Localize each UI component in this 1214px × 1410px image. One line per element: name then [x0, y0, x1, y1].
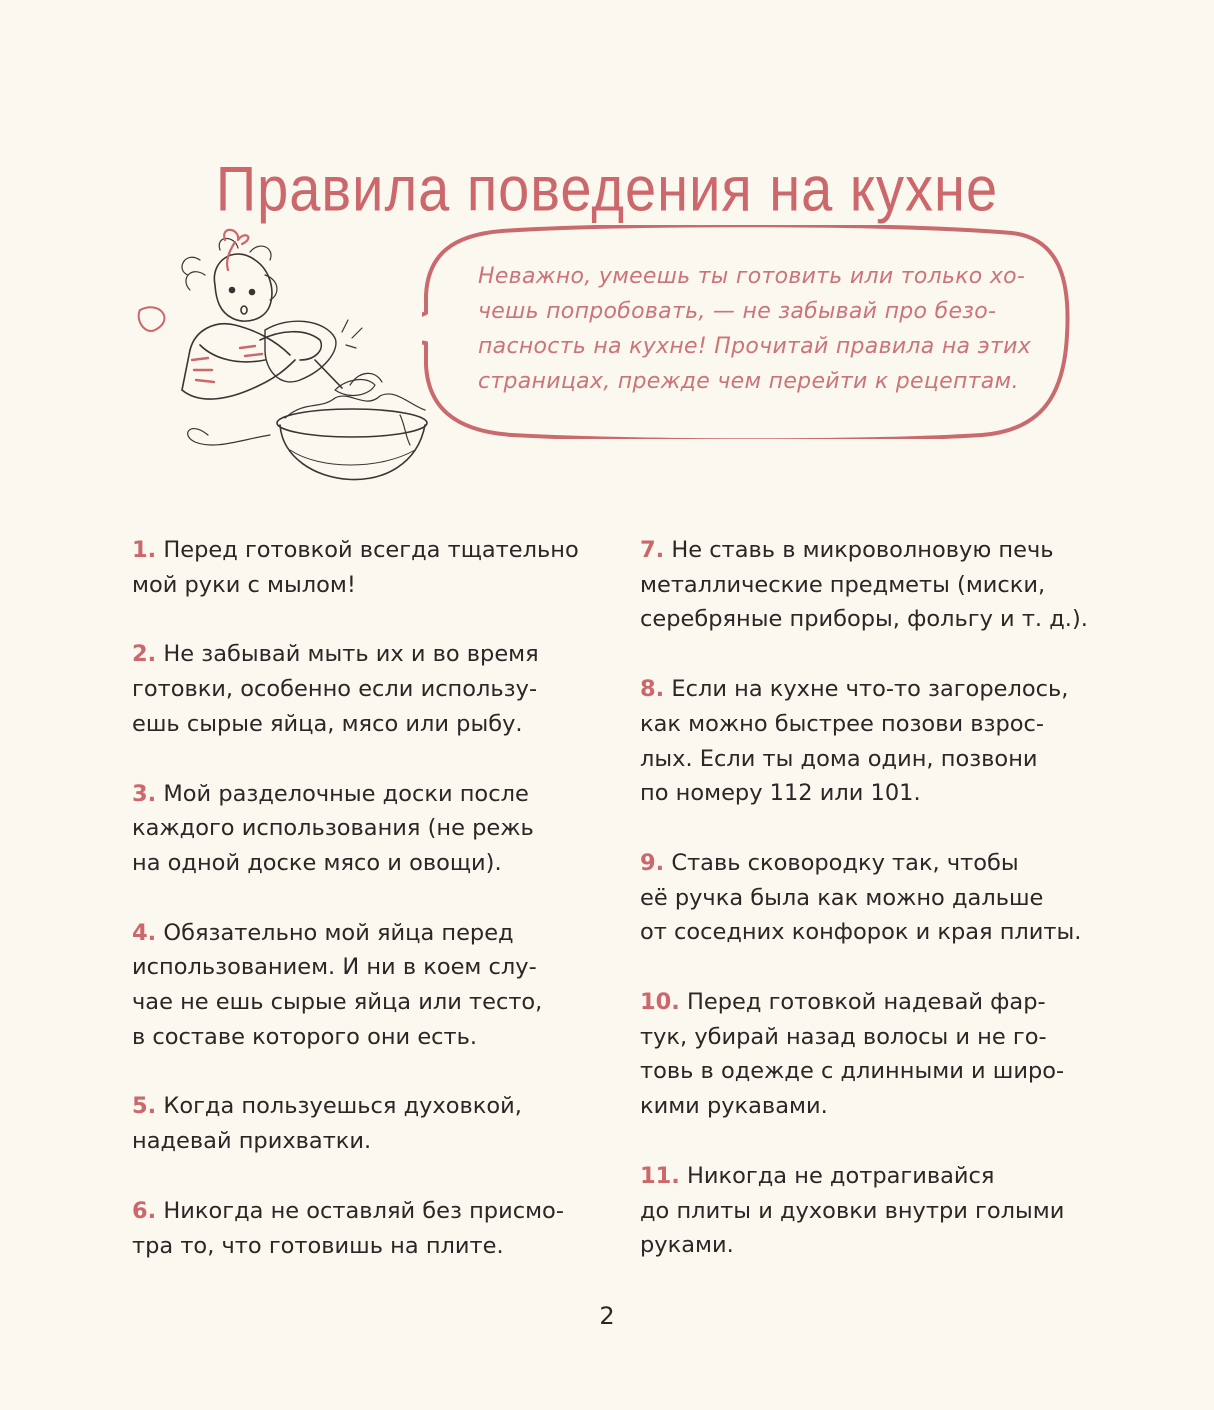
- rule-text: использованием. И ни в коем слу-: [132, 954, 537, 981]
- rule-text: ешь сырые яйца, мясо или рыбу.: [132, 710, 523, 737]
- rule-number: 11.: [640, 1162, 680, 1189]
- rule-number: 3.: [132, 780, 157, 807]
- rules-column-left: [132, 533, 602, 1263]
- page-title: Правила поведения на кухне: [215, 152, 999, 224]
- rule-text: как можно быстрее позови взрос-: [640, 710, 1045, 737]
- rule-number: 5.: [132, 1093, 157, 1120]
- rule-text: Обязательно мой яйца перед: [163, 919, 514, 946]
- rule-text: лых. Если ты дома один, позвони: [640, 745, 1038, 772]
- rule-text: Когда пользуешься духовкой,: [163, 1093, 522, 1120]
- rule-text: руками.: [640, 1232, 734, 1259]
- rule-text: чае не ешь сырые яйца или тесто,: [132, 989, 543, 1016]
- rule-number: 8.: [640, 676, 665, 703]
- rule-text: Ставь сковородку так, чтобы: [671, 849, 1019, 876]
- speech-bubble: [422, 225, 1070, 439]
- girl-mixing-bowl-icon: [120, 220, 470, 510]
- rule-text: Перед готовкой надевай фар-: [687, 989, 1046, 1016]
- rule-text: тра то, что готовишь на плите.: [132, 1232, 504, 1259]
- rule-item: [132, 1089, 602, 1158]
- rule-number: 10.: [640, 989, 680, 1016]
- rule-item: [640, 985, 1110, 1124]
- rule-text: от соседних конфорок и края плиты.: [640, 919, 1082, 946]
- rule-number: 9.: [640, 849, 665, 876]
- rule-item: [132, 533, 602, 602]
- bubble-line: страницах, прежде чем перейти к рецептам.: [478, 369, 1019, 394]
- rule-item: [132, 1194, 602, 1263]
- rule-text: Никогда не оставляй без присмо-: [163, 1197, 564, 1224]
- rule-text: мой руки с мылом!: [132, 571, 356, 598]
- page-number: 2: [599, 1302, 615, 1330]
- rule-number: 2.: [132, 641, 157, 668]
- rule-number: 7.: [640, 537, 665, 563]
- rule-number: 1.: [132, 537, 157, 563]
- rule-text: Если на кухне что-то загорелось,: [671, 676, 1069, 703]
- rule-text: металлические предметы (миски,: [640, 571, 1046, 598]
- rule-text: Мой разделочные доски после: [163, 780, 529, 807]
- rule-item: [640, 1159, 1110, 1263]
- rule-text: тук, убирай назад волосы и не го-: [640, 1023, 1047, 1050]
- rule-item: [132, 637, 602, 741]
- rule-text: Перед готовкой всегда тщательно: [163, 537, 579, 563]
- bubble-text: [478, 259, 1058, 399]
- rule-item: [640, 846, 1110, 950]
- rule-number: 6.: [132, 1197, 157, 1224]
- rule-text: каждого использования (не режь: [132, 815, 534, 842]
- rule-item: [132, 916, 602, 1055]
- rule-text: Не забывай мыть их и во время: [163, 641, 539, 668]
- rule-number: 4.: [132, 919, 157, 946]
- bubble-line: Неважно, умеешь ты готовить или только хо-: [478, 264, 1026, 289]
- rule-text: её ручка была как можно дальше: [640, 884, 1044, 911]
- rule-text: готовки, особенно если использу-: [132, 676, 538, 703]
- rule-text: Никогда не дотрагивайся: [687, 1162, 995, 1189]
- rule-text: надевай прихватки.: [132, 1128, 372, 1155]
- rules-column-right: [640, 533, 1110, 1263]
- rule-text: до плиты и духовки внутри голыми: [640, 1197, 1065, 1224]
- rule-text: в составе которого они есть.: [132, 1023, 478, 1050]
- rule-text: товь в одежде с длинными и широ-: [640, 1058, 1065, 1085]
- bubble-line: пасность на кухне! Прочитай правила на этих: [478, 334, 1032, 359]
- rule-text: Не ставь в микроволновую печь: [671, 537, 1054, 563]
- rule-item: [640, 533, 1110, 637]
- rule-item: [132, 777, 602, 881]
- rule-text: на одной доске мясо и овощи).: [132, 849, 502, 876]
- rule-text: серебряные приборы, фольгу и т. д.).: [640, 606, 1088, 633]
- rule-text: по номеру 112 или 101.: [640, 780, 921, 807]
- rule-item: [640, 672, 1110, 811]
- bubble-line: чешь попробовать, — не забывай про безо-: [478, 299, 997, 324]
- rule-text: кими рукавами.: [640, 1093, 828, 1120]
